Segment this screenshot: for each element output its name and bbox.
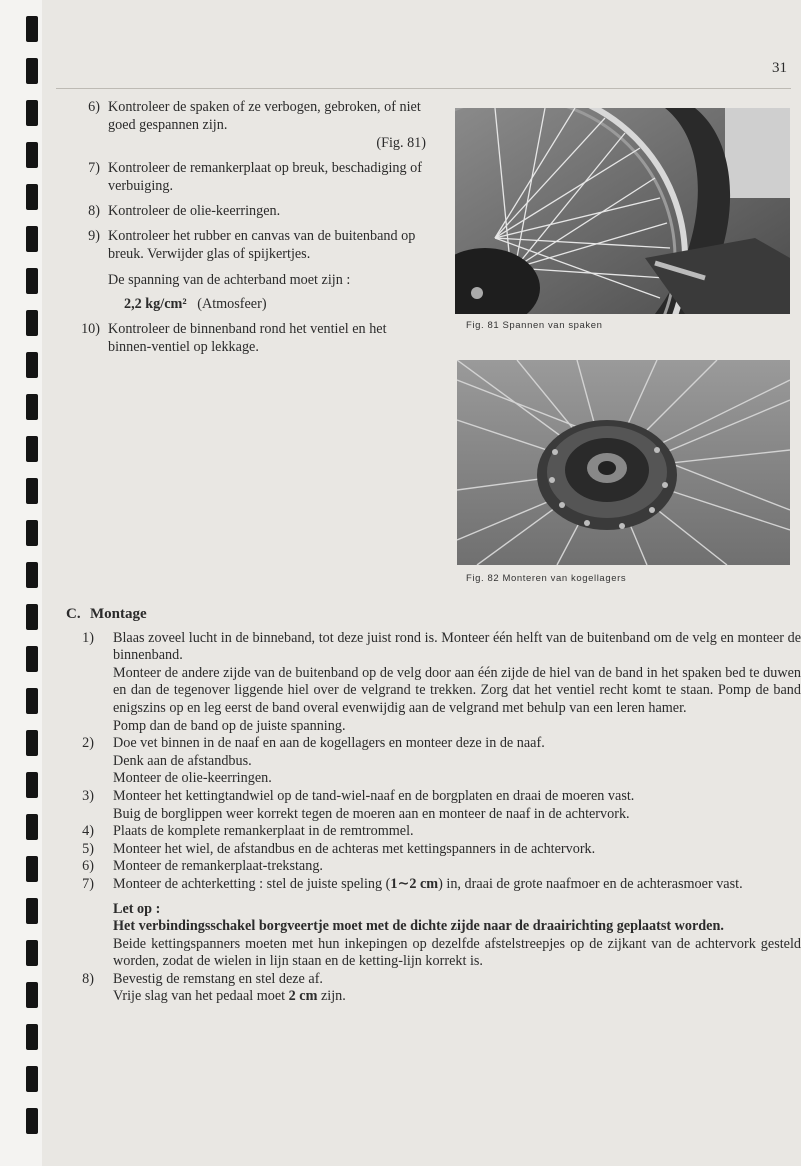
list-item: 8) Bevestig de remstang en stel deze af. Vrije slag van het pedaal moet 2 cm zijn. <box>82 970 346 1005</box>
binding-ring <box>26 898 38 924</box>
section-title: C. Montage <box>66 606 147 622</box>
binding-ring <box>26 1108 38 1134</box>
binding-ring <box>26 352 38 378</box>
note-block <box>66 901 801 971</box>
tire-pressure <box>108 295 426 313</box>
note-label: Let op : <box>113 900 161 917</box>
figure-82-photo <box>457 360 790 565</box>
binding-ring <box>26 940 38 966</box>
figure-81-caption: Fig. 81 Spannen van spaken <box>466 320 603 331</box>
inspection-list <box>66 98 426 363</box>
binding-ring <box>26 730 38 756</box>
binding-ring <box>26 1066 38 1092</box>
binding-ring <box>26 604 38 630</box>
binding-ring <box>26 688 38 714</box>
binding-ring <box>26 772 38 798</box>
binding-ring <box>26 58 38 84</box>
list-item: 10) Kontroleer de binnenband rond het ventiel en het binnen-ventiel op lekkage. <box>81 321 387 355</box>
binding-ring <box>26 646 38 672</box>
pedal-play-value: 2 cm <box>288 988 318 1005</box>
binding-ring <box>26 226 38 252</box>
chain-slack-value: 1∼2 cm <box>390 875 439 892</box>
figure-81-photo <box>455 108 790 314</box>
binding-ring <box>26 184 38 210</box>
list-item: 1) Blaas zoveel lucht in de binneband, tot deze juist rond is. Monteer één helft van de buitenband om de velg en monteer de binnenband. Monteer de andere zijde van de buitenband op de velg door aan één zijde de hiel van de band in het spaken bed te duwen en dan de tegenover liggende hiel over de velgrand te trekken. Zorg dat het ventiel recht komt te staan. Pomp de band enigszins op en leg eerst de band overal evenwijdig aan de velgrand met behulp van een leren hamer. Pomp dan de band op de juiste spanning. <box>82 629 801 734</box>
binding-ring <box>26 814 38 840</box>
list-item: 8) Kontroleer de olie-keerringen. <box>88 203 281 219</box>
binding-ring <box>26 982 38 1008</box>
binding-ring <box>26 520 38 546</box>
list-item: 9) Kontroleer het rubber en canvas van de buitenband op breuk. Verwijder glas of spijkertjes. De spanning van de achterband moet zijn : 2,2 kg/cm² (Atmosfeer) <box>66 227 426 313</box>
binding-ring <box>26 478 38 504</box>
figure-82-caption: Fig. 82 Monteren van kogellagers <box>466 573 627 584</box>
list-item: 2) Doe vet binnen in de naaf en aan de kogellagers en monteer deze in de naaf. Denk aan de afstandbus. Monteer de olie-keerringen. <box>82 735 545 787</box>
list-item: 3) Monteer het kettingtandwiel op de tand-wiel-naaf en de borgplaten en draai de moeren vast. Buig de borglippen weer korrekt tegen de moeren aan en monteer de naaf in de achtervork. <box>82 787 635 822</box>
figure-reference: (Fig. 81) <box>376 135 426 151</box>
binding-ring <box>26 268 38 294</box>
note-warning: Het verbindingsschakel borgveertje moet met de dichte zijde naar de draairichting geplaatst worden. <box>113 918 724 935</box>
pressure-unit: (Atmosfeer) <box>197 296 267 312</box>
binding-ring <box>26 394 38 420</box>
binding-ring <box>26 310 38 336</box>
binding-ring <box>26 1024 38 1050</box>
list-item: 6) Kontroleer de spaken of ze verbogen, gebroken, of niet goed gespannen zijn. (Fig. 81) <box>88 99 426 151</box>
binding-ring <box>26 142 38 168</box>
spiral-binding <box>0 0 42 1166</box>
list-item: 6) Monteer de remankerplaat-trekstang. <box>82 858 323 875</box>
header-rule <box>56 88 791 89</box>
pressure-value: 2,2 kg/cm² <box>124 296 187 312</box>
binding-ring <box>26 436 38 462</box>
binding-ring <box>26 562 38 588</box>
binding-ring <box>26 856 38 882</box>
note-text: Beide kettingspanners moeten met hun inkepingen op dezelfde afstelstreepjes op de zijkant van de achtervork gesteld worden, zodat de wielen in lijn staan en de ketting-lijn korrekt is. <box>113 935 801 970</box>
section-montage <box>66 606 801 1006</box>
list-item: 7) Kontroleer de remankerplaat op breuk, beschadiging of verbuiging. <box>88 160 422 194</box>
list-item: 7) Monteer de achterketting : stel de juiste speling (1∼2 cm) in, draai de grote naafmoer en de achterasmoer vast. <box>82 875 743 892</box>
list-item: 5) Monteer het wiel, de afstandbus en de achteras met kettingspanners in de achtervork. <box>82 840 596 857</box>
list-item: 4) Plaats de komplete remankerplaat in de remtrommel. <box>82 823 414 840</box>
binding-ring <box>26 100 38 126</box>
binding-ring <box>26 16 38 42</box>
page-number: 31 <box>772 60 787 76</box>
